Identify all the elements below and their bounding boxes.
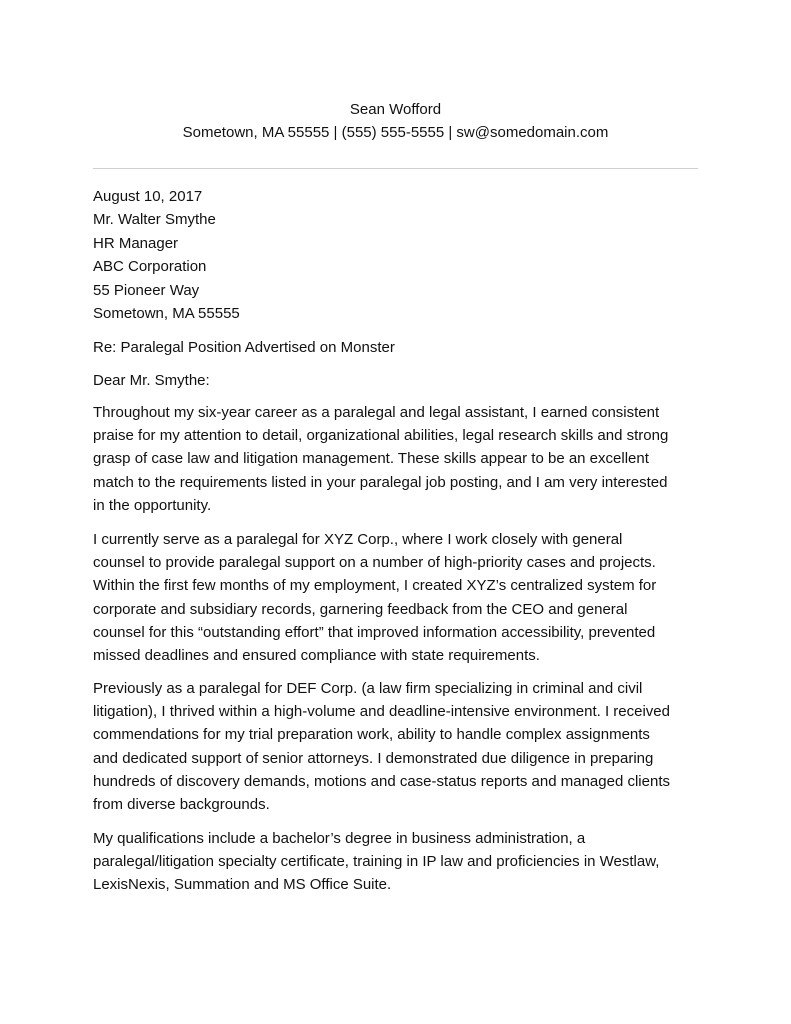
letter-date: August 10, 2017 (93, 188, 203, 205)
paragraph-line: Within the first few months of my employment, I created XYZ’s centralized system for (93, 577, 657, 595)
paragraph-line: hundreds of discovery demands, motions and case-status reports and managed clients (93, 772, 670, 790)
letterhead (0, 98, 791, 144)
body-paragraph-2 (93, 528, 705, 667)
sender-name: Sean Wofford (349, 101, 442, 118)
recipient-name: Mr. Walter Smythe (93, 211, 216, 229)
paragraph-line: in the opportunity. (93, 496, 212, 514)
sender-contact: Sometown, MA 55555 | (555) 555-5555 | sw@somedomain.com (182, 124, 609, 141)
recipient-block (93, 185, 713, 325)
paragraph-line: corporate and subsidiary records, garnering feedback from the CEO and general (93, 600, 628, 618)
paragraph-line: Throughout my six-year career as a paralegal and legal assistant, I earned consistent (93, 404, 660, 421)
body-paragraph-1 (93, 401, 705, 517)
paragraph-line: litigation), I thrived within a high-volume and deadline-intensive environment. I received (93, 703, 670, 721)
paragraph-line: missed deadlines and ensured compliance with state requirements. (93, 647, 540, 665)
paragraph-line: commendations for my trial preparation work, ability to handle complex assignments (93, 726, 650, 744)
paragraph-line: My qualifications include a bachelor’s degree in business administration, a (93, 830, 586, 847)
paragraph-line: LexisNexis, Summation and MS Office Suite. (93, 876, 392, 894)
paragraph-line: grasp of case law and litigation management. These skills appear to be an excellent (93, 450, 649, 468)
recipient-title: HR Manager (93, 234, 179, 252)
recipient-street: 55 Pioneer Way (93, 281, 200, 299)
body-paragraph-4 (93, 827, 705, 897)
paragraph-line: and dedicated support of senior attorneys. I demonstrated due diligence in preparing (93, 749, 654, 767)
subject-line: Re: Paralegal Position Advertised on Monster (93, 339, 395, 356)
body-paragraph-3 (93, 677, 705, 816)
paragraph-line: match to the requirements listed in your paralegal job posting, and I am very interested (93, 473, 668, 491)
paragraph-line: counsel for this “outstanding effort” that improved information accessibility, prevented (93, 623, 656, 641)
paragraph-line: from diverse backgrounds. (93, 796, 270, 814)
header-divider (93, 168, 698, 169)
recipient-city: Sometown, MA 55555 (93, 305, 240, 323)
paragraph-line: paralegal/litigation specialty certificate, training in IP law and proficiencies in Westlaw, (93, 853, 660, 871)
paragraph-line: I currently serve as a paralegal for XYZ Corp., where I work closely with general (93, 531, 623, 548)
paragraph-line: praise for my attention to detail, organizational abilities, legal research skills and strong (93, 427, 669, 445)
paragraph-line: counsel to provide paralegal support on a number of high-priority cases and projects. (93, 554, 656, 572)
paragraph-line: Previously as a paralegal for DEF Corp. (a law firm specializing in criminal and civil (93, 680, 643, 697)
recipient-company: ABC Corporation (93, 258, 207, 276)
salutation: Dear Mr. Smythe: (93, 372, 210, 389)
